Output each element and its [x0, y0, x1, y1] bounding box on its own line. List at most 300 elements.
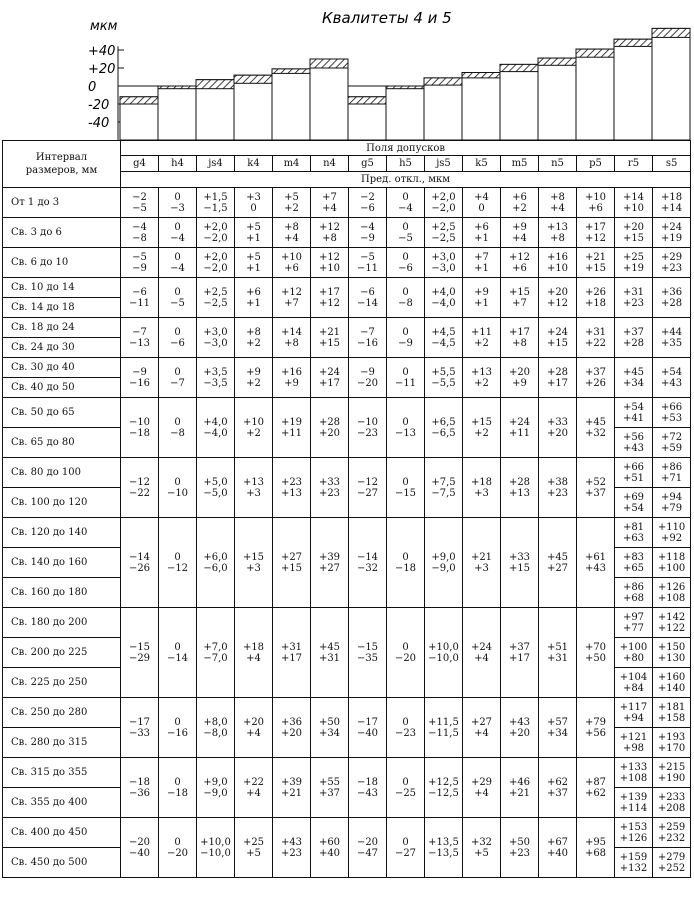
deviation-value: −9 −16 — [121, 358, 159, 398]
size-interval: От 1 до 3 — [3, 188, 121, 218]
deviation-value: +60 +40 — [311, 818, 349, 878]
deviation-value: +118 +100 — [653, 548, 691, 578]
deviation-value: +62 +37 — [539, 758, 577, 818]
size-interval: Св. 315 до 355 — [3, 758, 121, 788]
column-header: js5 — [425, 156, 463, 172]
deviation-value: +19 +11 — [273, 398, 311, 458]
deviation-value: +2,0 −2,0 — [197, 218, 235, 248]
deviation-value: +24 +11 — [501, 398, 539, 458]
deviation-value: +45 +34 — [615, 358, 653, 398]
deviation-value: +36 +28 — [653, 278, 691, 318]
deviation-value: +13 +8 — [539, 218, 577, 248]
deviation-value: 0 −20 — [159, 818, 197, 878]
deviation-value: +69 +54 — [615, 488, 653, 518]
tolerance-band-k4 — [234, 75, 272, 83]
deviation-value: +20 +15 — [615, 218, 653, 248]
bar-s5 — [652, 28, 690, 140]
deviation-value: +5 +1 — [235, 218, 273, 248]
table-row — [3, 608, 691, 638]
deviation-value: +4,5 −4,5 — [425, 318, 463, 358]
deviation-value: +15 +3 — [235, 518, 273, 608]
deviation-value: 0 −25 — [387, 758, 425, 818]
deviation-value: +10 +6 — [273, 248, 311, 278]
deviation-value: 0 −5 — [387, 218, 425, 248]
tolerance-band-s5 — [652, 28, 690, 37]
deviation-value: +3,0 −3,0 — [197, 318, 235, 358]
deviation-value: +70 +50 — [577, 608, 615, 698]
tolerance-band-m4 — [272, 69, 310, 74]
deviation-value: −12 −27 — [349, 458, 387, 518]
deviation-value: +25 +19 — [615, 248, 653, 278]
deviation-value: 0 −4 — [387, 188, 425, 218]
size-interval: Св. 24 до 30 — [3, 338, 121, 358]
size-interval: Св. 100 до 120 — [3, 488, 121, 518]
column-header: h5 — [387, 156, 425, 172]
deviation-value: +36 +20 — [273, 698, 311, 758]
deviation-value: +95 +68 — [577, 818, 615, 878]
deviation-value: +57 +34 — [539, 698, 577, 758]
size-interval: Св. 6 до 10 — [3, 248, 121, 278]
deviation-value: +39 +27 — [311, 518, 349, 608]
bar-m5 — [500, 64, 538, 140]
bar-h5 — [386, 86, 424, 140]
column-header: js4 — [197, 156, 235, 172]
deviation-value: +15 +2 — [463, 398, 501, 458]
deviations-header: Пред. откл., мкм — [121, 172, 691, 188]
bar-k4 — [234, 75, 272, 140]
deviation-value: +12 +8 — [311, 218, 349, 248]
deviation-value: +8 +4 — [273, 218, 311, 248]
deviation-value: +43 +20 — [501, 698, 539, 758]
deviation-value: +45 +32 — [577, 398, 615, 458]
deviation-value: 0 −11 — [387, 358, 425, 398]
tolerance-band-n4 — [310, 59, 348, 68]
deviation-value: +51 +31 — [539, 608, 577, 698]
size-interval: Св. 50 до 65 — [3, 398, 121, 428]
deviation-value: +79 +56 — [577, 698, 615, 758]
deviation-value: +54 +41 — [615, 398, 653, 428]
deviation-value: +7 +4 — [311, 188, 349, 218]
deviation-value: +5 +1 — [235, 248, 273, 278]
deviation-value: +18 +3 — [463, 458, 501, 518]
deviation-value: +43 +23 — [273, 818, 311, 878]
tolerance-band-js4 — [196, 80, 234, 89]
deviation-value: +31 +17 — [273, 608, 311, 698]
table-row — [3, 758, 691, 788]
deviation-value: +23 +13 — [273, 458, 311, 518]
deviation-value: +39 +21 — [273, 758, 311, 818]
column-header: m5 — [501, 156, 539, 172]
size-interval: Св. 120 до 140 — [3, 518, 121, 548]
deviation-value: −2 −6 — [349, 188, 387, 218]
fields-header: Поля допусков — [121, 141, 691, 156]
deviation-value: +21 +15 — [311, 318, 349, 358]
size-interval: Св. 180 до 200 — [3, 608, 121, 638]
tolerance-band-p5 — [576, 49, 614, 57]
deviation-value: +12 +6 — [501, 248, 539, 278]
deviation-value: 0 −18 — [159, 758, 197, 818]
deviation-value: +31 +23 — [615, 278, 653, 318]
deviation-value: −5 −11 — [349, 248, 387, 278]
y-tick-label: +40 — [88, 44, 116, 59]
table-row — [3, 218, 691, 248]
deviation-value: +38 +23 — [539, 458, 577, 518]
deviation-value: +1,5 −1,5 — [197, 188, 235, 218]
bar-h4 — [158, 86, 196, 140]
deviation-value: +24 +4 — [463, 608, 501, 698]
deviation-value: +233 +208 — [653, 788, 691, 818]
deviation-value: +81 +63 — [615, 518, 653, 548]
deviation-value: +50 +23 — [501, 818, 539, 878]
size-interval: Св. 140 до 160 — [3, 548, 121, 578]
deviation-value: +9,0 −9,0 — [197, 758, 235, 818]
deviation-value: +24 +19 — [653, 218, 691, 248]
y-tick-label: 0 — [88, 80, 97, 95]
deviation-value: +33 +15 — [501, 518, 539, 608]
deviation-value: +11,5 −11,5 — [425, 698, 463, 758]
tolerance-band-h5 — [386, 86, 424, 89]
deviation-value: +4,0 −4,0 — [197, 398, 235, 458]
deviation-value: +121 +98 — [615, 728, 653, 758]
deviation-value: +7 +1 — [463, 248, 501, 278]
deviation-value: +94 +79 — [653, 488, 691, 518]
deviation-value: −20 −40 — [121, 818, 159, 878]
deviation-value: +2,5 −2,5 — [425, 218, 463, 248]
deviation-value: +13 +2 — [463, 358, 501, 398]
deviation-value: 0 −13 — [387, 398, 425, 458]
deviation-value: +5,5 −5,5 — [425, 358, 463, 398]
column-header: k4 — [235, 156, 273, 172]
deviation-value: +4,0 −4,0 — [425, 278, 463, 318]
table-row — [3, 188, 691, 218]
y-tick-label: +20 — [88, 62, 116, 77]
deviation-value: 0 −12 — [159, 518, 197, 608]
column-header: s5 — [653, 156, 691, 172]
size-interval: Св. 14 до 18 — [3, 298, 121, 318]
deviation-value: +17 +12 — [577, 218, 615, 248]
deviation-value: +153 +126 — [615, 818, 653, 848]
deviation-value: +9 +1 — [463, 278, 501, 318]
deviation-value: −6 −14 — [349, 278, 387, 318]
deviation-value: +159 +132 — [615, 848, 653, 878]
deviation-value: +279 +252 — [653, 848, 691, 878]
deviation-value: 0 −8 — [159, 398, 197, 458]
column-header: g4 — [121, 156, 159, 172]
deviation-value: 0 −6 — [387, 248, 425, 278]
size-interval: Св. 18 до 24 — [3, 318, 121, 338]
deviation-value: +33 +20 — [539, 398, 577, 458]
deviation-value: +97 +77 — [615, 608, 653, 638]
column-header: g5 — [349, 156, 387, 172]
tolerance-band-r5 — [614, 39, 652, 46]
deviation-value: 0 −27 — [387, 818, 425, 878]
deviation-value: +12,5 −12,5 — [425, 758, 463, 818]
deviation-value: +6,0 −6,0 — [197, 518, 235, 608]
deviation-value: +9,0 −9,0 — [425, 518, 463, 608]
deviation-value: −7 −16 — [349, 318, 387, 358]
deviation-value: +29 +23 — [653, 248, 691, 278]
deviation-value: +61 +43 — [577, 518, 615, 608]
deviation-value: +27 +15 — [273, 518, 311, 608]
deviation-value: +28 +13 — [501, 458, 539, 518]
deviation-value: +66 +51 — [615, 458, 653, 488]
deviation-value: +37 +17 — [501, 608, 539, 698]
deviation-value: +12 +10 — [311, 248, 349, 278]
deviation-value: +5 +2 — [273, 188, 311, 218]
deviation-value: +86 +71 — [653, 458, 691, 488]
deviation-value: +9 +4 — [501, 218, 539, 248]
deviation-value: +2,5 −2,5 — [197, 278, 235, 318]
size-interval: Св. 355 до 400 — [3, 788, 121, 818]
column-header: r5 — [615, 156, 653, 172]
deviation-value: +56 +43 — [615, 428, 653, 458]
deviation-value: 0 −4 — [159, 248, 197, 278]
deviation-value: +2,0 −2,0 — [425, 188, 463, 218]
deviation-value: +37 +28 — [615, 318, 653, 358]
deviation-value: −20 −47 — [349, 818, 387, 878]
deviation-value: +20 +12 — [539, 278, 577, 318]
deviation-value: −12 −22 — [121, 458, 159, 518]
bar-r5 — [614, 39, 652, 140]
deviation-value: +26 +18 — [577, 278, 615, 318]
y-tick-label: -40 — [88, 116, 110, 131]
deviation-value: −17 −33 — [121, 698, 159, 758]
deviation-value: +83 +65 — [615, 548, 653, 578]
size-interval: Св. 80 до 100 — [3, 458, 121, 488]
deviation-value: +17 +8 — [501, 318, 539, 358]
deviation-value: 0 −10 — [159, 458, 197, 518]
deviation-value: +139 +114 — [615, 788, 653, 818]
deviation-value: +18 +4 — [235, 608, 273, 698]
deviation-value: +24 +17 — [311, 358, 349, 398]
deviation-value: +14 +8 — [273, 318, 311, 358]
table-row — [3, 278, 691, 298]
deviation-value: 0 −14 — [159, 608, 197, 698]
deviation-value: 0 −8 — [387, 278, 425, 318]
deviation-value: 0 −23 — [387, 698, 425, 758]
column-header: h4 — [159, 156, 197, 172]
deviation-value: +28 +17 — [539, 358, 577, 398]
column-header: k5 — [463, 156, 501, 172]
deviation-value: −15 −35 — [349, 608, 387, 698]
table-row — [3, 248, 691, 278]
deviation-value: −10 −23 — [349, 398, 387, 458]
bar-n5 — [538, 58, 576, 140]
deviation-value: 0 −7 — [159, 358, 197, 398]
deviation-value: −9 −20 — [349, 358, 387, 398]
size-interval: Св. 160 до 180 — [3, 578, 121, 608]
tolerance-band-js5 — [424, 78, 462, 85]
size-interval: Св. 450 до 500 — [3, 848, 121, 878]
deviation-value: +27 +4 — [463, 698, 501, 758]
deviation-value: +20 +9 — [501, 358, 539, 398]
deviation-value: +10 +2 — [235, 398, 273, 458]
interval-header: Интервал размеров, мм — [3, 141, 121, 188]
deviation-value: +21 +15 — [577, 248, 615, 278]
column-header: m4 — [273, 156, 311, 172]
chart-title: Квалитеты 4 и 5 — [322, 9, 452, 27]
deviation-value: +13,5 −13,5 — [425, 818, 463, 878]
bar-p5 — [576, 49, 614, 140]
deviation-value: +37 +26 — [577, 358, 615, 398]
deviation-value: +54 +43 — [653, 358, 691, 398]
deviation-value: +17 +12 — [311, 278, 349, 318]
deviation-value: +160 +140 — [653, 668, 691, 698]
size-interval: Св. 10 до 14 — [3, 278, 121, 298]
deviation-value: 0 −16 — [159, 698, 197, 758]
deviation-value: +20 +4 — [235, 698, 273, 758]
size-interval: Св. 250 до 280 — [3, 698, 121, 728]
deviation-value: +29 +4 — [463, 758, 501, 818]
deviation-value: −14 −32 — [349, 518, 387, 608]
deviation-value: −18 −36 — [121, 758, 159, 818]
deviation-value: +12 +7 — [273, 278, 311, 318]
deviation-value: +2,0 −2,0 — [197, 248, 235, 278]
deviation-value: +45 +31 — [311, 608, 349, 698]
size-interval: Св. 3 до 6 — [3, 218, 121, 248]
deviation-value: +8 +4 — [539, 188, 577, 218]
table-row — [3, 818, 691, 848]
column-header: p5 — [577, 156, 615, 172]
deviation-value: +126 +108 — [653, 578, 691, 608]
deviation-value: +142 +122 — [653, 608, 691, 638]
deviation-value: +7,5 −7,5 — [425, 458, 463, 518]
deviation-value: 0 −5 — [159, 278, 197, 318]
deviation-value: +3,5 −3,5 — [197, 358, 235, 398]
deviation-value: +259 +232 — [653, 818, 691, 848]
deviation-value: +52 +37 — [577, 458, 615, 518]
deviation-value: +6 +2 — [501, 188, 539, 218]
deviation-value: +14 +10 — [615, 188, 653, 218]
deviation-value: +50 +34 — [311, 698, 349, 758]
table-row — [3, 698, 691, 728]
deviation-value: −17 −40 — [349, 698, 387, 758]
deviation-value: +15 +7 — [501, 278, 539, 318]
tolerance-band-h4 — [158, 86, 196, 89]
deviation-value: +181 +158 — [653, 698, 691, 728]
deviation-value: +28 +20 — [311, 398, 349, 458]
size-interval: Св. 225 до 250 — [3, 668, 121, 698]
deviation-value: +21 +3 — [463, 518, 501, 608]
deviation-value: 0 −6 — [159, 318, 197, 358]
deviation-value: +9 +2 — [235, 358, 273, 398]
deviation-value: +3,0 −3,0 — [425, 248, 463, 278]
deviation-value: +16 +9 — [273, 358, 311, 398]
bar-js5 — [424, 78, 462, 140]
deviation-value: +13 +3 — [235, 458, 273, 518]
tolerance-field-chart — [0, 0, 694, 140]
deviation-value: +24 +15 — [539, 318, 577, 358]
deviation-value: +117 +94 — [615, 698, 653, 728]
deviation-value: +55 +37 — [311, 758, 349, 818]
deviation-value: +10,0 −10,0 — [197, 818, 235, 878]
deviation-value: +86 +68 — [615, 578, 653, 608]
tolerance-band-k5 — [462, 73, 500, 78]
deviation-value: 0 −9 — [387, 318, 425, 358]
deviation-value: +32 +5 — [463, 818, 501, 878]
deviation-value: +8,0 −8,0 — [197, 698, 235, 758]
deviation-value: +100 +80 — [615, 638, 653, 668]
table-row — [3, 358, 691, 378]
deviation-value: +22 +4 — [235, 758, 273, 818]
table-row — [3, 318, 691, 338]
deviation-value: +5,0 −5,0 — [197, 458, 235, 518]
deviation-value: +72 +59 — [653, 428, 691, 458]
size-interval: Св. 200 до 225 — [3, 638, 121, 668]
deviation-value: +67 +40 — [539, 818, 577, 878]
deviation-value: +46 +21 — [501, 758, 539, 818]
deviation-value: +10,0 −10,0 — [425, 608, 463, 698]
tolerance-band-g5 — [348, 97, 386, 104]
deviation-value: +66 +53 — [653, 398, 691, 428]
deviation-value: +31 +22 — [577, 318, 615, 358]
deviation-value: −15 −29 — [121, 608, 159, 698]
deviation-value: −7 −13 — [121, 318, 159, 358]
tolerance-band-g4 — [120, 97, 158, 104]
deviation-value: +11 +2 — [463, 318, 501, 358]
deviation-value: −5 −9 — [121, 248, 159, 278]
table-row — [3, 518, 691, 548]
deviation-value: −6 −11 — [121, 278, 159, 318]
deviation-value: +193 +170 — [653, 728, 691, 758]
deviation-value: 0 −4 — [159, 218, 197, 248]
deviation-value: −18 −43 — [349, 758, 387, 818]
deviation-value: −14 −26 — [121, 518, 159, 608]
tolerance-band-n5 — [538, 58, 576, 65]
size-interval: Св. 65 до 80 — [3, 428, 121, 458]
bar-n4 — [310, 59, 348, 140]
table-row — [3, 458, 691, 488]
column-header: n5 — [539, 156, 577, 172]
deviation-value: +45 +27 — [539, 518, 577, 608]
deviation-value: +8 +2 — [235, 318, 273, 358]
deviation-value: +33 +23 — [311, 458, 349, 518]
deviation-value: −4 −8 — [121, 218, 159, 248]
deviation-value: +150 +130 — [653, 638, 691, 668]
size-interval: Св. 40 до 50 — [3, 378, 121, 398]
deviation-value: +215 +190 — [653, 758, 691, 788]
table-row — [3, 398, 691, 428]
deviation-value: +4 0 — [463, 188, 501, 218]
size-interval: Св. 30 до 40 — [3, 358, 121, 378]
deviation-value: 0 −20 — [387, 608, 425, 698]
deviation-value: −2 −5 — [121, 188, 159, 218]
deviation-value: +6,5 −6,5 — [425, 398, 463, 458]
column-header: n4 — [311, 156, 349, 172]
deviation-value: +110 +92 — [653, 518, 691, 548]
deviation-value: 0 −18 — [387, 518, 425, 608]
deviation-value: +6 +1 — [463, 218, 501, 248]
bar-m4 — [272, 69, 310, 140]
deviation-value: +7,0 −7,0 — [197, 608, 235, 698]
bar-k5 — [462, 73, 500, 141]
deviation-value: +133 +108 — [615, 758, 653, 788]
deviation-value: 0 −15 — [387, 458, 425, 518]
tolerance-table — [2, 140, 691, 878]
deviation-value: +44 +35 — [653, 318, 691, 358]
y-axis-label: мкм — [90, 19, 118, 34]
deviation-value: +6 +1 — [235, 278, 273, 318]
deviation-value: +87 +62 — [577, 758, 615, 818]
tolerance-band-m5 — [500, 64, 538, 71]
deviation-value: −4 −9 — [349, 218, 387, 248]
size-interval: Св. 400 до 450 — [3, 818, 121, 848]
deviation-value: +18 +14 — [653, 188, 691, 218]
deviation-value: −10 −18 — [121, 398, 159, 458]
deviation-value: +10 +6 — [577, 188, 615, 218]
deviation-value: +25 +5 — [235, 818, 273, 878]
deviation-value: +16 +10 — [539, 248, 577, 278]
